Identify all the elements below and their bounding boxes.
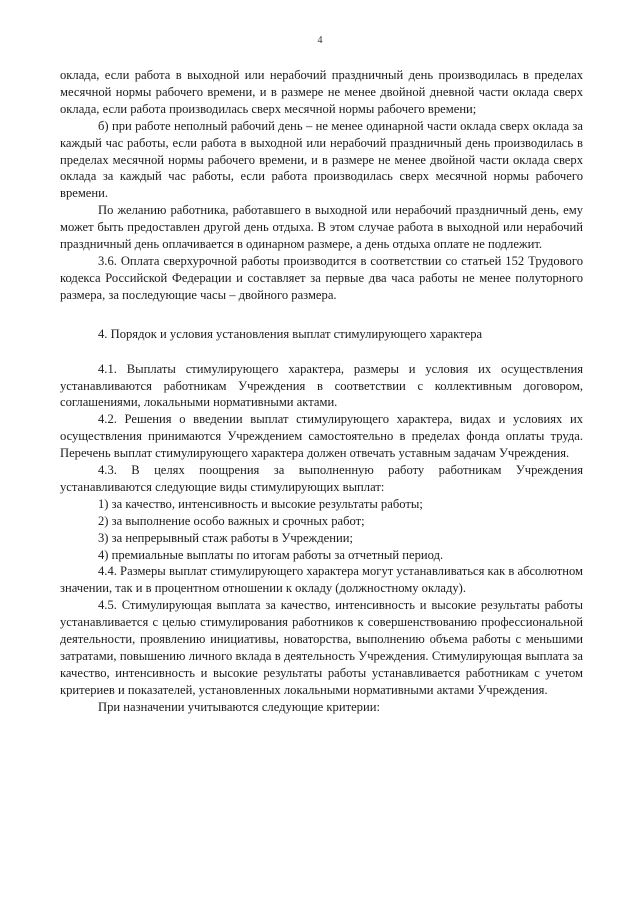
section-4-heading: 4. Порядок и условия установления выплат стимулирующего характера xyxy=(98,326,483,341)
paragraph-criteria: При назначении учитываются следующие критерии: xyxy=(98,699,380,714)
page-number: 4 xyxy=(317,35,323,46)
list-item-bonus: 4) премиальные выплаты по итогам работы за отчетный период. xyxy=(98,547,444,562)
list-item-quality: 1) за качество, интенсивность и высокие результаты работы; xyxy=(98,496,423,511)
list-item-continuous-service: 3) за непрерывный стаж работы в Учреждении; xyxy=(98,530,353,545)
paragraph-continuation: оклада, если работа в выходной или нерабочий праздничный день производилась в пределах месячной нормы рабочего времени, и в размере не менее двойной дневной части оклада сверх оклада, если работа производилась сверх месячной нормы рабочего времени; xyxy=(60,68,583,116)
list-item-urgent-work: 2) за выполнение особо важных и срочных работ; xyxy=(98,513,365,528)
paragraph-4-3: 4.3. В целях поощрения за выполненную работу работникам Учреждения устанавливаются следующие виды стимулирующих выплат: xyxy=(60,463,583,494)
paragraph-4-5: 4.5. Стимулирующая выплата за качество, интенсивность и высокие результаты работы устанавливается с целью стимулирования работников к совершенствованию профессиональной деятельности, проявлению инициативы, новаторства, выполнению объема работы с меньшими затратами, повышению личного вклада в деятельность Учреждения. Стимулирующая выплата за качество, интенсивность и высокие результаты работы устанавливается работникам с учетом критериев и показателей, установленных локальными нормативными актами Учреждения. xyxy=(60,598,583,697)
paragraph-4-1: 4.1. Выплаты стимулирующего характера, размеры и условия их осуществления устанавливаются работникам Учреждения в соответствии с коллективным договором, соглашениями, локальными нормативными актами. xyxy=(60,361,583,410)
paragraph-day-off: По желанию работника, работавшего в выходной или нерабочий праздничный день, ему может быть предоставлен другой день отдыха. В этом случае работа в выходной или нерабочий праздничный день оплачивается в одинарном размере, а день отдыха оплате не подлежит. xyxy=(60,203,583,252)
document-body xyxy=(60,67,583,716)
paragraph-4-2: 4.2. Решения о введении выплат стимулирующего характера, видах и условиях их осуществления принимаются Учреждением самостоятельно в пределах фонда оплаты труда. Перечень выплат стимулирующего характера должен отвечать уставным задачам Учреждения. xyxy=(60,412,583,461)
paragraph-b: б) при работе неполный рабочий день – не менее одинарной части оклада сверх оклада за каждый час работы, если работа в выходной или нерабочий праздничный день производилась в пределах месячной нормы рабочего времени, и в размере не менее двойной части оклада сверх оклада за каждый час работы, если работа производилась сверх месячной нормы рабочего времени. xyxy=(60,118,583,201)
paragraph-4-4: 4.4. Размеры выплат стимулирующего характера могут устанавливаться как в абсолютном значении, так и в процентном отношении к окладу (должностному окладу). xyxy=(60,564,583,596)
paragraph-3-6: 3.6. Оплата сверхурочной работы производится в соответствии со статьей 152 Трудового кодекса Российской Федерации и составляет за первые два часа работы не менее полуторного размера, за последующие часы – двойного размера. xyxy=(60,253,583,302)
